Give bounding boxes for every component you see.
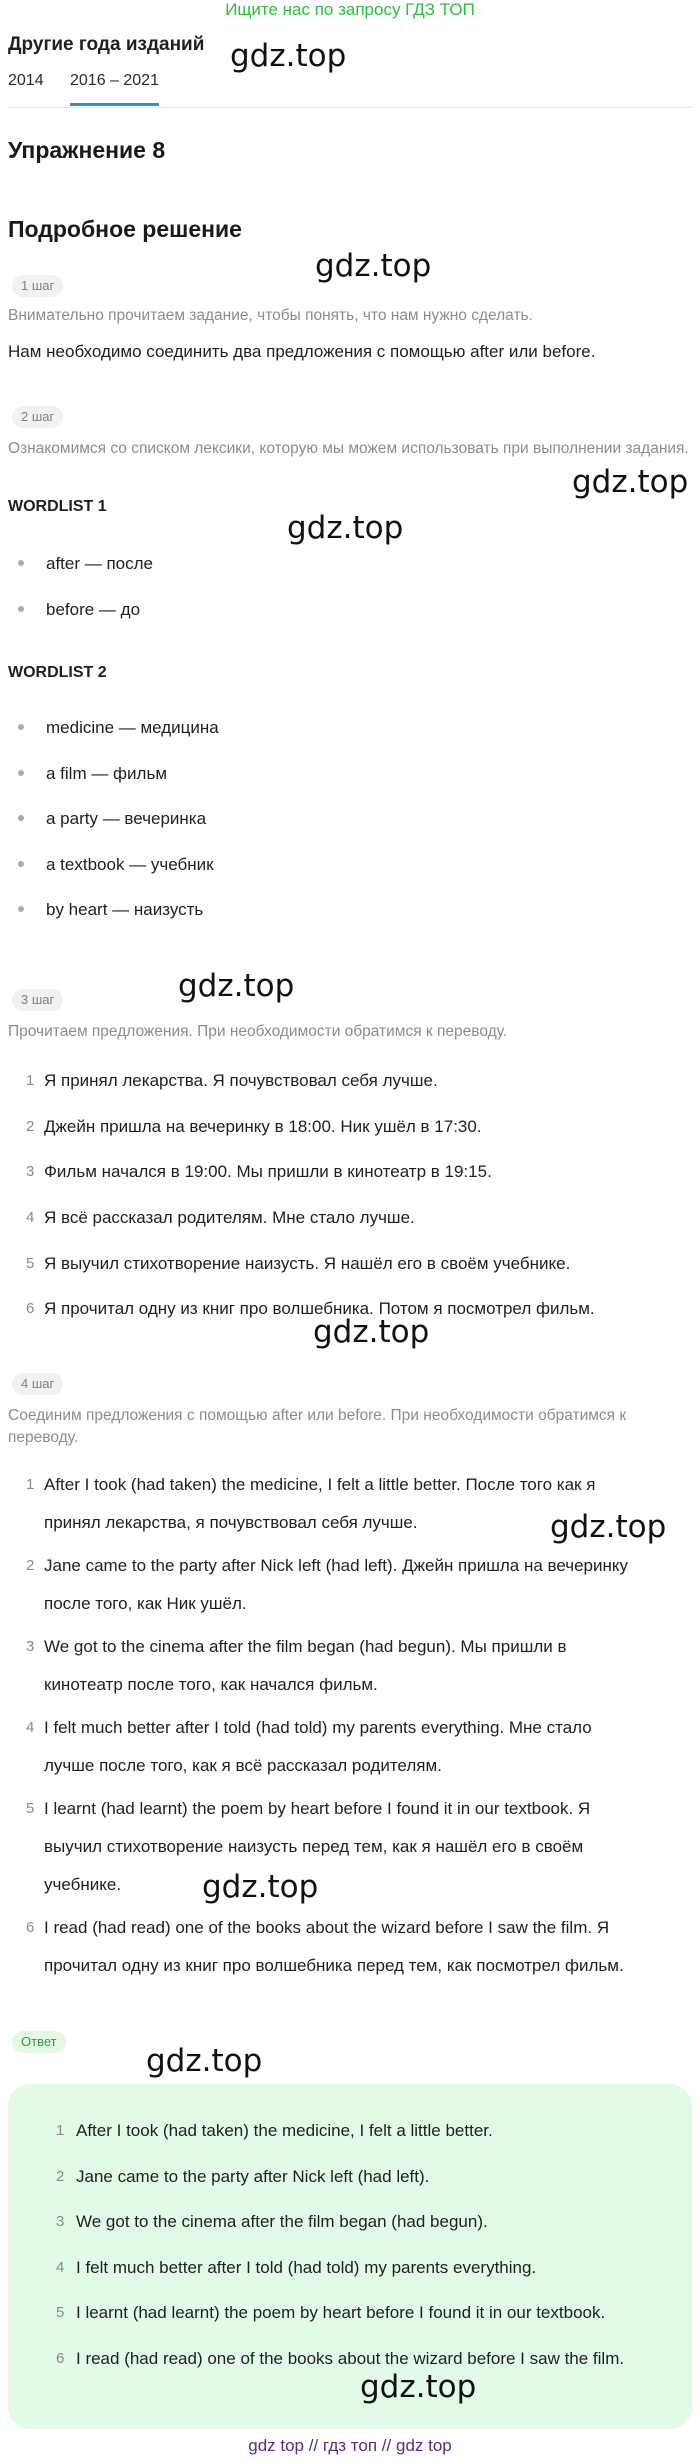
watermark: gdz.top: [360, 2369, 477, 2405]
step1-hint: Внимательно прочитаем задание, чтобы понять, что нам нужно сделать.: [8, 307, 533, 324]
step4-item: 1 After I took (had taken) the medicine, I felt a little better. После того как я принял лекарства, я почувствовал себя лучше.: [26, 1475, 596, 1532]
footer-link-gdz-top-ru[interactable]: гдз топ: [322, 2436, 378, 2455]
wordlist2-title: WORDLIST 2: [8, 664, 107, 681]
other-years-title: Другие года изданий: [8, 34, 205, 55]
step3-item: 6 Я прочитал одну из книг про волшебника. Потом я посмотрел фильм.: [26, 1299, 595, 1318]
watermark: gdz.top: [313, 1314, 430, 1350]
bullet-icon: [18, 770, 24, 776]
bullet-icon: [18, 906, 24, 912]
bullet-icon: [18, 815, 24, 821]
footer-link-gdz-top-2[interactable]: gdz top: [395, 2436, 452, 2455]
answer-item: 2 Jane came to the party after Nick left (had left).: [56, 2167, 430, 2186]
step4-item: 3 We got to the cinema after the film began (had begun). Мы пришли в кинотеатр после того, как начался фильм.: [26, 1637, 567, 1694]
bullet-icon: [18, 560, 24, 566]
wordlist2-item: a party — вечеринка: [18, 807, 206, 831]
footer-link-gdz-top[interactable]: gdz top: [248, 2436, 304, 2455]
solution-title: Подробное решение: [8, 216, 242, 242]
wordlist1-item: before — до: [18, 598, 140, 622]
watermark: gdz.top: [202, 1869, 319, 1905]
watermark: gdz.top: [287, 510, 404, 546]
watermark: gdz.top: [230, 38, 347, 74]
step2-hint: Ознакомимся со списком лексики, которую мы можем использовать при выполнении задания.: [8, 440, 689, 457]
wordlist2-item: a textbook — учебник: [18, 853, 214, 877]
step4-item: 6 I read (had read) one of the books about the wizard before I saw the film. Я прочитал одну из книг про волшебника перед тем, как посмотрел фильм.: [26, 1918, 624, 1975]
tabs-divider: [8, 107, 692, 108]
bullet-icon: [18, 606, 24, 612]
footer-links: [0, 2436, 700, 2456]
answer-badge: Ответ: [12, 2031, 66, 2053]
exercise-title: Упражнение 8: [8, 137, 166, 163]
watermark: gdz.top: [146, 2043, 263, 2079]
step-badge-3: 3 шаг: [12, 989, 63, 1011]
watermark: gdz.top: [550, 1509, 667, 1545]
answer-box: [8, 2084, 692, 2429]
step-badge-2: 2 шаг: [12, 406, 63, 428]
wordlist2-item: medicine — медицина: [18, 716, 219, 740]
step4-item: 4 I felt much better after I told (had told) my parents everything. Мне стало лучше после того, как я всё рассказал родителям.: [26, 1718, 592, 1775]
step3-item: 4 Я всё рассказал родителям. Мне стало лучше.: [26, 1208, 415, 1227]
step-badge-1: 1 шаг: [12, 275, 63, 297]
step3-item: 3 Фильм начался в 19:00. Мы пришли в кинотеатр в 19:15.: [26, 1162, 492, 1181]
step-badge-4: 4 шаг: [12, 1373, 63, 1395]
step1-text: Нам необходимо соединить два предложения с помощью after или before.: [8, 342, 596, 361]
wordlist2-item: a film — фильм: [18, 762, 167, 786]
wordlist1-title: WORDLIST 1: [8, 498, 107, 515]
answer-item: 5 I learnt (had learnt) the poem by heart before I found it in our textbook.: [56, 2303, 606, 2322]
watermark: gdz.top: [315, 248, 432, 284]
tab-year-2014[interactable]: 2014: [8, 72, 44, 89]
wordlist2-item: by heart — наизусть: [18, 898, 203, 922]
step3-hint: Прочитаем предложения. При необходимости обратимся к переводу.: [8, 1023, 508, 1040]
step3-item: 1 Я принял лекарства. Я почувствовал себя лучше.: [26, 1071, 438, 1090]
answer-item: 1 After I took (had taken) the medicine, I felt a little better.: [56, 2121, 493, 2140]
step3-item: 5 Я выучил стихотворение наизусть. Я нашёл его в своём учебнике.: [26, 1254, 571, 1273]
step4-item: 5 I learnt (had learnt) the poem by heart before I found it in our textbook. Я выучил стихотворение наизусть перед тем, как я нашёл его в своём учебнике.: [26, 1799, 591, 1894]
answer-item: 6 I read (had read) one of the books about the wizard before I saw the film.: [56, 2349, 625, 2368]
wordlist1-item: after — после: [18, 552, 153, 576]
bullet-icon: [18, 861, 24, 867]
bullet-icon: [18, 724, 24, 730]
footer-separator: //: [381, 2436, 392, 2455]
step4-item: 2 Jane came to the party after Nick left (had left). Джейн пришла на вечеринку после того, как Ник ушёл.: [26, 1556, 629, 1613]
tab-year-2016-2021[interactable]: 2016 – 2021: [70, 72, 159, 106]
promo-banner: Ищите нас по запросу ГДЗ ТОП: [225, 0, 475, 19]
answer-item: 3 We got to the cinema after the film began (had begun).: [56, 2212, 488, 2231]
answer-item: 4 I felt much better after I told (had told) my parents everything.: [56, 2258, 537, 2277]
step3-item: 2 Джейн пришла на вечеринку в 18:00. Ник ушёл в 17:30.: [26, 1117, 482, 1136]
step4-hint: Соединим предложения с помощью after или before. При необходимости обратимся к переводу.: [8, 1407, 627, 1446]
footer-separator: //: [308, 2436, 319, 2455]
watermark: gdz.top: [178, 968, 295, 1004]
watermark: gdz.top: [572, 464, 689, 500]
